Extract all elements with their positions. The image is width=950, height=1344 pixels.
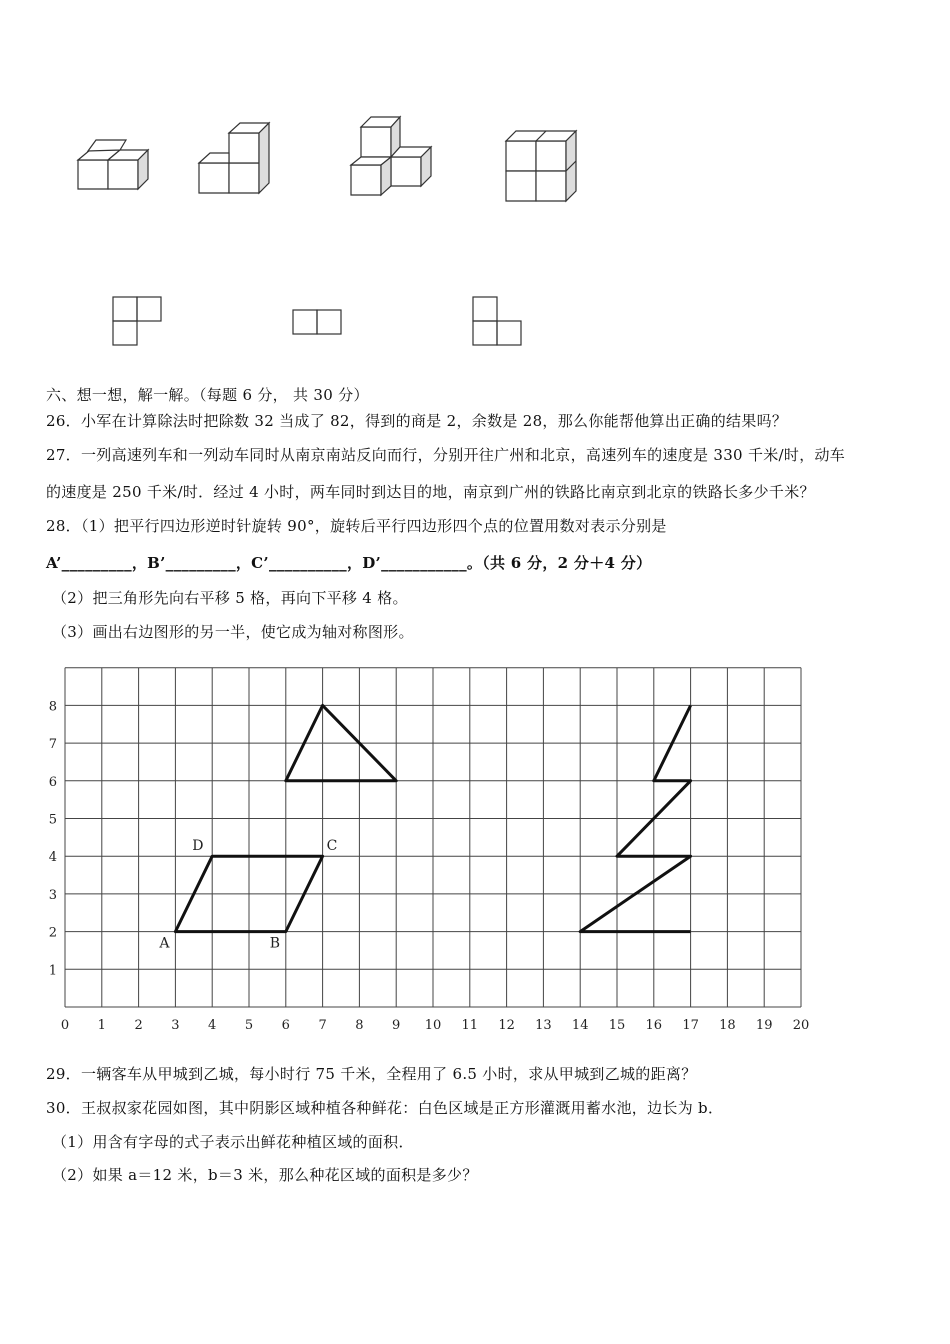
question-29: 29．一辆客车从甲城到乙城，每小时行 75 千米，全程用了 6.5 小时，求从甲城到乙城的距离？ <box>46 1065 697 1083</box>
half-symmetric-figure <box>580 705 690 931</box>
question-28-line-1: 28．（1）把平行四边形逆时针旋转 90°，旋转后平行四边形四个点的位置用数对表示分别是 <box>46 517 667 535</box>
question-28-part-3: （3）画出右边图形的另一半，使它成为轴对称图形。 <box>52 623 414 641</box>
x-tick-label: 16 <box>645 1018 663 1033</box>
x-tick-label: 3 <box>171 1018 180 1033</box>
x-tick-label: 5 <box>244 1018 254 1033</box>
x-tick-label: 7 <box>318 1018 327 1033</box>
question-30-part-1: （1）用含有字母的式子表示出鲜花种植区域的面积． <box>52 1133 414 1151</box>
x-tick-label: 0 <box>60 1018 70 1033</box>
x-tick-label: 1 <box>97 1018 106 1033</box>
question-26: 26．小军在计算除法时把除数 32 当成了 82，得到的商是 2，余数是 28，那么你能帮他算出正确的结果吗？ <box>46 412 788 430</box>
y-tick-label: 8 <box>48 699 57 715</box>
y-tick-label: 4 <box>48 850 57 866</box>
question-28-blanks: A’_________，B’_________，C’__________，D’___________。（共 6 分，2 分＋4 分） <box>46 554 652 572</box>
x-tick-label: 4 <box>208 1018 217 1033</box>
question-27-line-2: 的速度是 250 千米/时．经过 4 小时，两车同时到达目的地，南京到广州的铁路比南京到北京的铁路长多少千米？ <box>46 483 815 501</box>
question-27-line-1: 27．一列高速列车和一列动车同时从南京南站反向而行，分别开往广州和北京，高速列车的速度是 330 千米/时，动车 <box>46 446 846 464</box>
parallelogram-abcd <box>175 856 322 931</box>
x-tick-label: 18 <box>719 1018 736 1033</box>
cube-figure-3 <box>351 117 431 195</box>
x-tick-label: 15 <box>608 1018 626 1033</box>
question-30-part-2: （2）如果 a＝12 米，b＝3 米，那么种花区域的面积是多少？ <box>52 1166 478 1184</box>
vertex-label-d: D <box>192 838 204 855</box>
vertex-label-b: B <box>269 935 281 952</box>
vertex-label-a: A <box>159 935 170 952</box>
cube-figure-4 <box>506 131 576 201</box>
x-tick-label: 19 <box>755 1018 773 1033</box>
x-tick-label: 8 <box>355 1018 364 1033</box>
cube-figure-2 <box>199 123 269 193</box>
x-tick-label: 9 <box>392 1018 401 1033</box>
question-28-part-2: （2）把三角形先向右平移 5 格，再向下平移 4 格。 <box>52 589 408 607</box>
y-tick-label: 1 <box>48 963 57 979</box>
view-shape-3 <box>473 297 521 345</box>
x-tick-label: 17 <box>682 1018 699 1033</box>
cube-figures <box>0 0 950 380</box>
y-tick-label: 3 <box>48 887 57 903</box>
x-tick-label: 12 <box>498 1018 515 1033</box>
x-tick-label: 2 <box>134 1018 143 1033</box>
axis-tick-labels <box>49 699 810 1033</box>
x-tick-label: 14 <box>571 1018 589 1033</box>
question-30: 30．王叔叔家花园如图，其中阴影区域种植各种鲜花：白色区域是正方形灌溉用蓄水池，边长为 b． <box>46 1099 724 1117</box>
view-shape-1 <box>113 297 161 345</box>
x-tick-label: 6 <box>281 1018 290 1033</box>
x-tick-label: 11 <box>461 1018 479 1033</box>
vertex-label-c: C <box>326 838 338 855</box>
view-shape-2 <box>293 310 341 334</box>
x-tick-label: 20 <box>792 1018 810 1033</box>
section-heading: 六、想一想，解一解。（每题 6 分， 共 30 分） <box>46 386 369 404</box>
triangle-shape <box>286 705 396 780</box>
cube-figure-1 <box>78 140 148 189</box>
y-tick-label: 5 <box>48 812 57 828</box>
y-tick-label: 7 <box>48 737 57 753</box>
y-tick-label: 2 <box>48 925 57 941</box>
vertex-labels <box>158 838 337 951</box>
x-tick-label: 13 <box>535 1018 552 1033</box>
grid-lines <box>65 668 801 1007</box>
y-tick-label: 6 <box>48 774 57 790</box>
x-tick-label: 10 <box>424 1018 442 1033</box>
